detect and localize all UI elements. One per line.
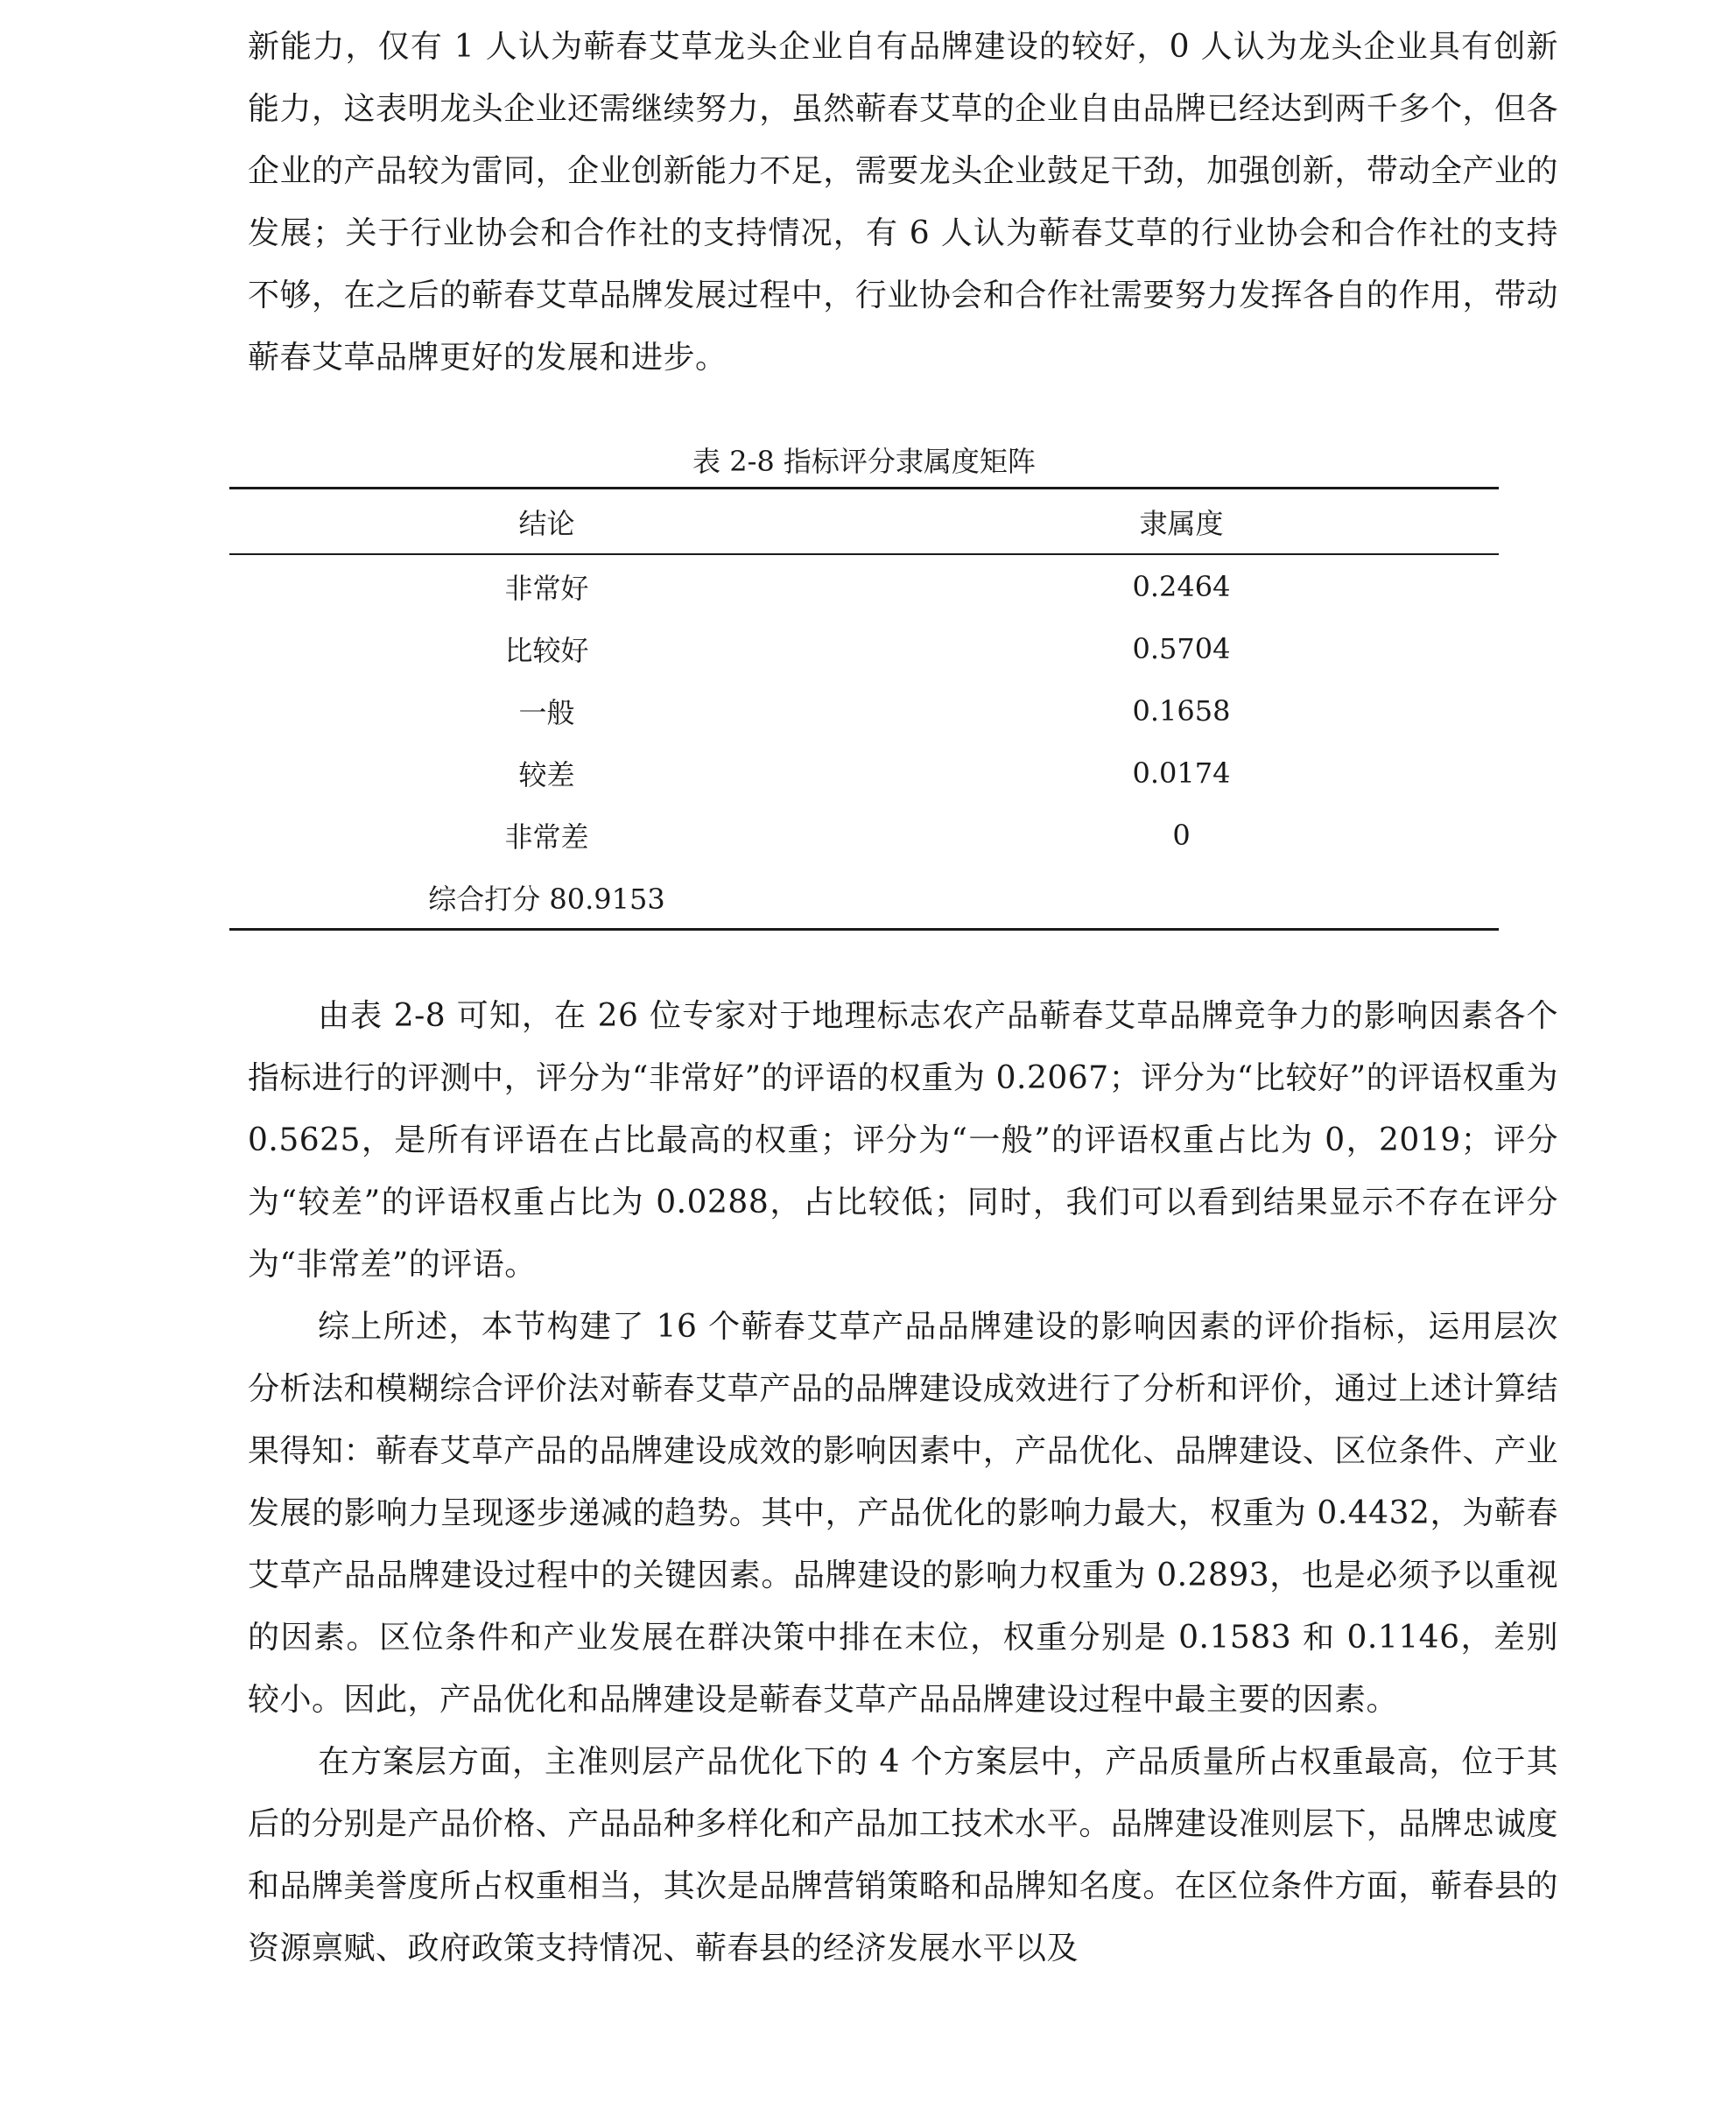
paragraph-summary: 综上所述，本节构建了 16 个蕲春艾草产品品牌建设的影响因素的评价指标，运用层次分析法和模糊综合评价法对蕲春艾草产品的品牌建设成效进行了分析和评价，通过上述计算结果得知：蕲春艾草产品的品牌建设成效的影响因素中，产品优化、品牌建设、区位条件、产业发展的影响力呈现逐步递减的趋势。其中，产品优化的影响力最大，权重为 0.4432，为蕲春艾草产品品牌建设过程中的关键因素。品牌建设的影响力权重为 0.2893，也是必须予以重视的因素。区位条件和产业发展在群决策中排在末位，权重分别是 0.1583 和 0.1146，差别较小。因此，产品优化和品牌建设是蕲春艾草产品品牌建设过程中最主要的因素。 — [248, 1309, 1558, 1718]
summary-score: 综合打分 80.9153 — [428, 882, 665, 916]
row-label: 一般 — [518, 695, 575, 729]
paragraph-table-analysis: 由表 2-8 可知，在 26 位专家对于地理标志农产品蕲春艾草品牌竞争力的影响因素各个指标进行的评测中，评分为“非常好”的评语的权重为 0.2067；评分为“比较好”的评语权重为 0.5625，是所有评语在占比最高的权重；评分为“一般”的评语权重占比为 0，2019；评分为“较差”的评语权重占比为 0.0288，占比较低；同时，我们可以看到结果显示不存在评分为“非常差”的评语。 — [248, 998, 1558, 1283]
top-paragraph-block — [248, 16, 1558, 389]
table-row — [229, 742, 1499, 804]
row-label: 较差 — [518, 757, 575, 791]
table-caption: 表 2-8 指标评分隶属度矩阵 — [692, 445, 1036, 478]
row-value: 0.2464 — [1132, 569, 1231, 603]
table-summary-row — [229, 866, 1499, 930]
bottom-paragraph-block — [248, 985, 1558, 1980]
row-label: 非常差 — [504, 819, 589, 854]
table-row — [229, 804, 1499, 866]
row-value: 0.5704 — [1132, 631, 1231, 665]
table-row — [229, 554, 1499, 617]
table-row — [229, 679, 1499, 742]
header-conclusion: 结论 — [518, 506, 575, 540]
paragraph-continued: 新能力，仅有 1 人认为蕲春艾草龙头企业自有品牌建设的较好，0 人认为龙头企业具有创新能力，这表明龙头企业还需继续努力，虽然蕲春艾草的企业自由品牌已经达到两千多个，但各企业的产品较为雷同，企业创新能力不足，需要龙头企业鼓足干劲，加强创新，带动全产业的发展；关于行业协会和合作社的支持情况，有 6 人认为蕲春艾草的行业协会和合作社的支持不够，在之后的蕲春艾草品牌发展过程中，行业协会和合作社需要努力发挥各自的作用，带动蕲春艾草品牌更好的发展和进步。 — [248, 29, 1558, 376]
paragraph-scheme-layer: 在方案层方面，主准则层产品优化下的 4 个方案层中，产品质量所占权重最高，位于其后的分别是产品价格、产品品种多样化和产品加工技术水平。品牌建设准则层下，品牌忠诚度和品牌美誉度所占权重相当，其次是品牌营销策略和品牌知名度。在区位条件方面，蕲春县的资源禀赋、政府政策支持情况、蕲春县的经济发展水平以及 — [248, 1744, 1558, 1966]
row-label: 比较好 — [504, 633, 589, 667]
row-value: 0.1658 — [1132, 693, 1231, 728]
table-header-row — [229, 489, 1499, 555]
row-value: 0.0174 — [1132, 756, 1231, 790]
row-label: 非常好 — [504, 571, 589, 605]
summary-empty — [864, 866, 1499, 930]
header-membership: 隶属度 — [1139, 506, 1224, 540]
table-row — [229, 617, 1499, 679]
membership-matrix-table — [229, 487, 1499, 931]
row-value: 0 — [1172, 818, 1191, 852]
